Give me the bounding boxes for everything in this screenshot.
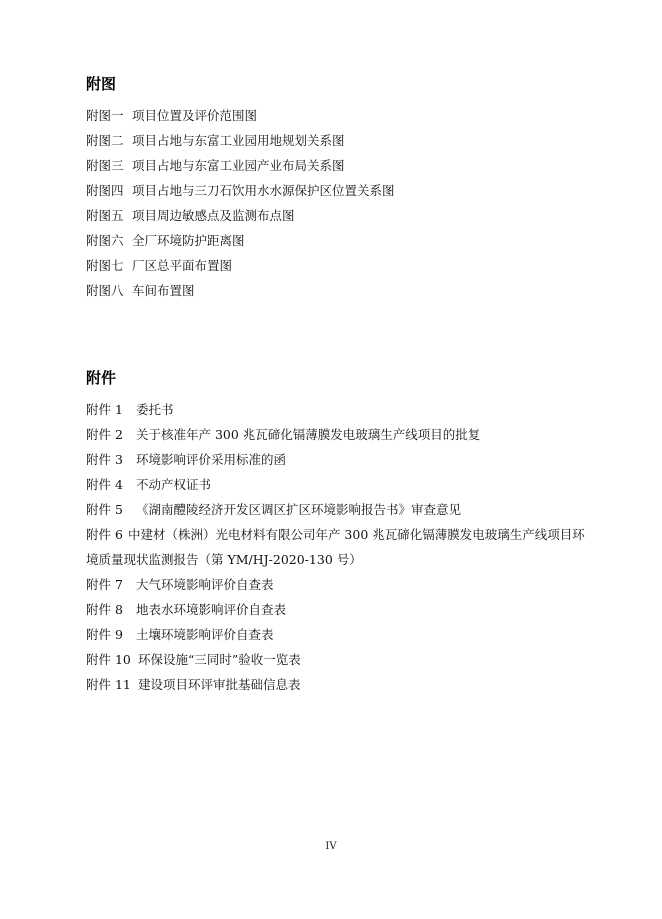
- figure-item: [86, 278, 586, 303]
- attachment-item: [86, 597, 586, 622]
- attachment-label: 附件 6: [86, 527, 123, 542]
- attachment-title: 不动产权证书: [136, 477, 212, 492]
- figure-label: 附图四: [86, 183, 124, 198]
- figure-label: 附图二: [86, 133, 124, 148]
- figure-title: 车间布置图: [132, 283, 195, 298]
- attachment-label: 附件 11: [86, 677, 131, 692]
- figure-title: 项目位置及评价范围图: [132, 108, 258, 123]
- attachment-title: 建设项目环评审批基础信息表: [138, 677, 301, 692]
- figure-item: [86, 103, 586, 128]
- attachment-title: 环保设施“三同时”验收一览表: [138, 652, 301, 667]
- attachment-title: 大气环境影响评价自查表: [136, 577, 274, 592]
- page-number: IV: [325, 841, 337, 852]
- attachment-item: [86, 572, 586, 597]
- attachment-item: [86, 672, 586, 697]
- figure-item: [86, 128, 586, 153]
- attachment-item: [86, 522, 586, 572]
- figure-label: 附图三: [86, 158, 124, 173]
- attachment-item: [86, 447, 586, 472]
- attachments-section: [86, 368, 586, 697]
- figure-item: [86, 203, 586, 228]
- figure-label: 附图七: [86, 258, 124, 273]
- attachment-label: 附件 4: [86, 477, 123, 492]
- attachment-label: 附件 2: [86, 427, 123, 442]
- figure-item: [86, 253, 586, 278]
- attachment-item: [86, 422, 586, 447]
- attachment-title: 《湖南醴陵经济开发区调区扩区环境影响报告书》审查意见: [136, 502, 462, 517]
- attachment-item: [86, 397, 586, 422]
- attachment-title: 地表水环境影响评价自查表: [136, 602, 287, 617]
- figure-title: 项目占地与东富工业园产业布局关系图: [132, 158, 345, 173]
- figure-item: [86, 178, 586, 203]
- figure-title: 项目周边敏感点及监测布点图: [132, 208, 295, 223]
- attachment-item: [86, 497, 586, 522]
- attachment-title: 委托书: [136, 402, 174, 417]
- figures-heading: 附图: [86, 75, 117, 93]
- figure-title: 项目占地与东富工业园用地规划关系图: [132, 133, 345, 148]
- attachments-list: [86, 397, 586, 697]
- figures-list: [86, 103, 586, 303]
- figure-label: 附图六: [86, 233, 124, 248]
- attachment-label: 附件 1: [86, 402, 123, 417]
- attachment-label: 附件 7: [86, 577, 123, 592]
- figure-item: [86, 153, 586, 178]
- figure-title: 厂区总平面布置图: [132, 258, 233, 273]
- attachment-item: [86, 472, 586, 497]
- figure-title: 全厂环境防护距离图: [132, 233, 245, 248]
- figure-item: [86, 228, 586, 253]
- figure-label: 附图五: [86, 208, 124, 223]
- attachment-title: 土壤环境影响评价自查表: [136, 627, 274, 642]
- figures-section: [86, 74, 586, 303]
- attachment-label: 附件 9: [86, 627, 123, 642]
- attachment-label: 附件 5: [86, 502, 123, 517]
- attachment-label: 附件 8: [86, 602, 123, 617]
- attachments-heading: 附件: [86, 369, 117, 387]
- figure-label: 附图八: [86, 283, 124, 298]
- attachment-label: 附件 10: [86, 652, 131, 667]
- attachment-title: 中建材（株洲）光电材料有限公司年产 300 兆瓦碲化镉薄膜发电玻璃生产线项目环境质量现状监测报告（第 YM/HJ-2020-130 号）: [86, 527, 585, 567]
- figure-label: 附图一: [86, 108, 124, 123]
- attachment-title: 关于核准年产 300 兆瓦碲化镉薄膜发电玻璃生产线项目的批复: [136, 427, 481, 442]
- attachment-item: [86, 647, 586, 672]
- attachment-title: 环境影响评价采用标准的函: [136, 452, 287, 467]
- attachment-item: [86, 622, 586, 647]
- figure-title: 项目占地与三刀石饮用水水源保护区位置关系图: [132, 183, 395, 198]
- attachment-label: 附件 3: [86, 452, 123, 467]
